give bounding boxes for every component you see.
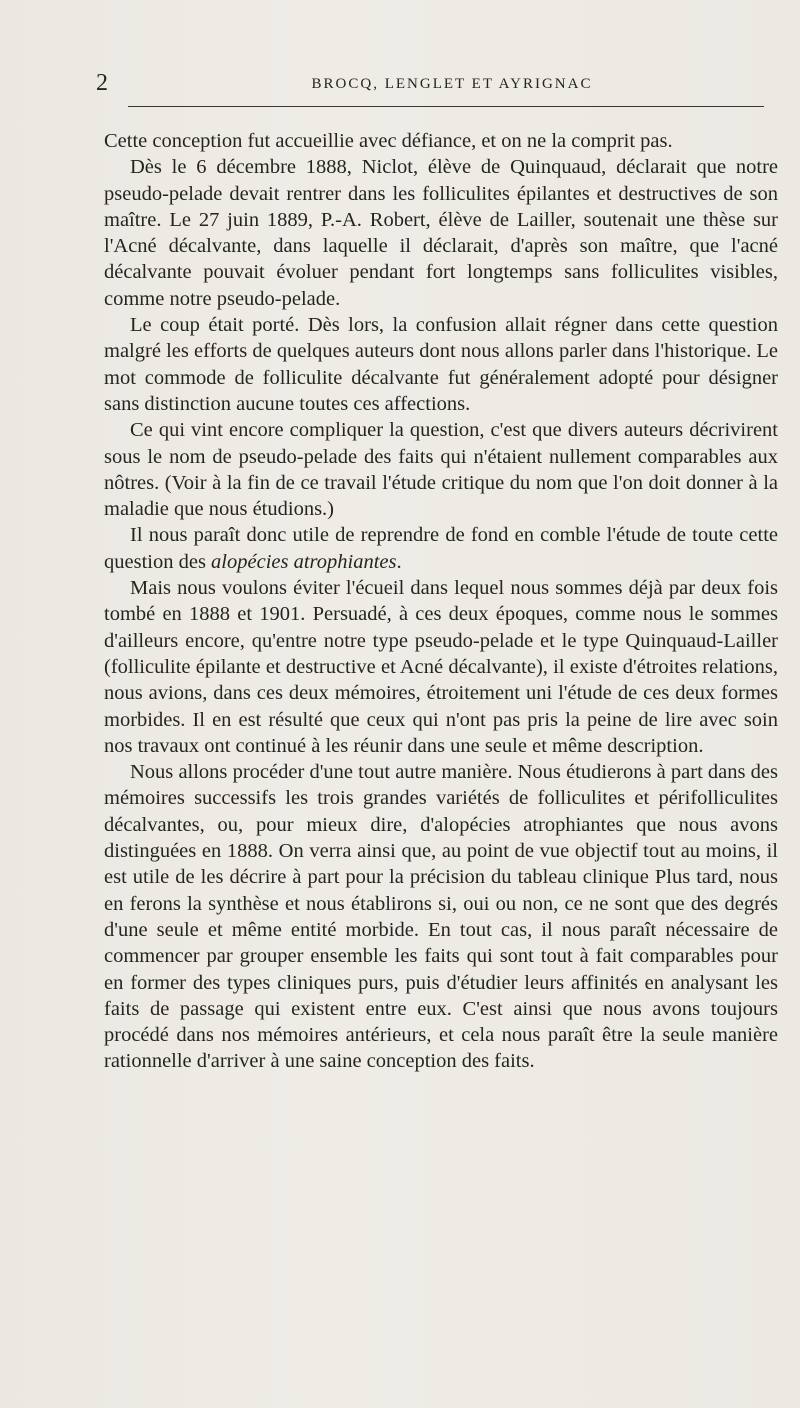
header-rule <box>128 106 764 107</box>
paragraph-6: Mais nous voulons éviter l'écueil dans lequel nous sommes déjà par deux fois tombé en 1888 et 1901. Persuadé, à ces deux époques, comme nous le sommes d'ailleurs encore, qu'entre notre type pseudo-pelade et le type Quinquaud-Lailler (folliculite épilante et destructive et Acné décalvante), il existe d'étroites relations, nous avions, dans ces deux mémoires, étroitement uni l'étude de ces deux formes morbides. Il en est résulté que ceux qui n'ont pas pris la peine de lire avec soin nos travaux ont continué à les réunir dans une seule et même description. <box>104 577 778 757</box>
page-number: 2 <box>96 70 108 96</box>
page-header <box>96 70 768 100</box>
emphasis-alopecies: alopécies atrophiantes <box>211 550 397 573</box>
paragraph-1: Cette conception fut accueillie avec défiance, et on ne la comprit pas. <box>104 130 673 152</box>
paragraph-5-end: . <box>396 550 402 573</box>
paragraph-5-text: Il nous paraît donc utile de reprendre de fond en comble l'étude de toute cette question des <box>104 524 778 573</box>
paragraph-3: Le coup était porté. Dès lors, la confusion allait régner dans cette question malgré les efforts de quelques auteurs dont nous allons parler dans l'historique. Le mot commode de folliculite décalvante fut généralement adopté pour désigner sans distinction aucune toutes ces affections. <box>104 314 778 415</box>
paragraph-2: Dès le 6 décembre 1888, Niclot, élève de Quinquaud, déclarait que notre pseudo-pelade devait rentrer dans les folliculites épilantes et destructives de son maître. Le 27 juin 1889, P.-A. Robert, élève de Lailler, soutenait une thèse sur l'Acné décalvante, dans laquelle il déclarait, d'après son maître, que l'acné décalvante pouvait évoluer pendant fort longtemps sans folliculites visibles, comme notre pseudo-pelade. <box>104 156 778 310</box>
paragraph-5 <box>104 522 778 575</box>
paragraph-7: Nous allons procéder d'une tout autre manière. Nous étudierons à part dans des mémoires successifs les trois grandes variétés de folliculites et périfolliculites décalvantes, ou, pour mieux dire, d'alopécies atrophiantes que nous avons distinguées en 1888. On verra ainsi que, au point de vue objectif tout au moins, il est utile de les décrire à part pour la précision du tableau clinique Plus tard, nous en ferons la synthèse et nous établirons si, oui ou non, ce ne sont que des degrés d'une seule et même entité morbide. En tout cas, il nous paraît nécessaire de commencer par grouper ensemble les faits qui sont tout à fait comparables pour en former des types cliniques purs, puis d'étudier leurs affinités en analysant les faits de passage qui existent entre eux. C'est ainsi que nous avons toujours procédé dans nos mémoires antérieurs, et cela nous paraît être la seule manière rationnelle d'arriver à une saine conception des faits. <box>104 761 778 1073</box>
paragraph-4: Ce qui vint encore compliquer la question, c'est que divers auteurs décrivirent sous le nom de pseudo-pelade des faits qui n'étaient nullement comparables aux nôtres. (Voir à la fin de ce travail l'étude critique du nom que l'on doit donner à la maladie que nous étudions.) <box>104 419 778 521</box>
running-head: BROCQ, LENGLET ET AYRIGNAC <box>311 76 593 92</box>
body-text <box>104 128 778 1075</box>
